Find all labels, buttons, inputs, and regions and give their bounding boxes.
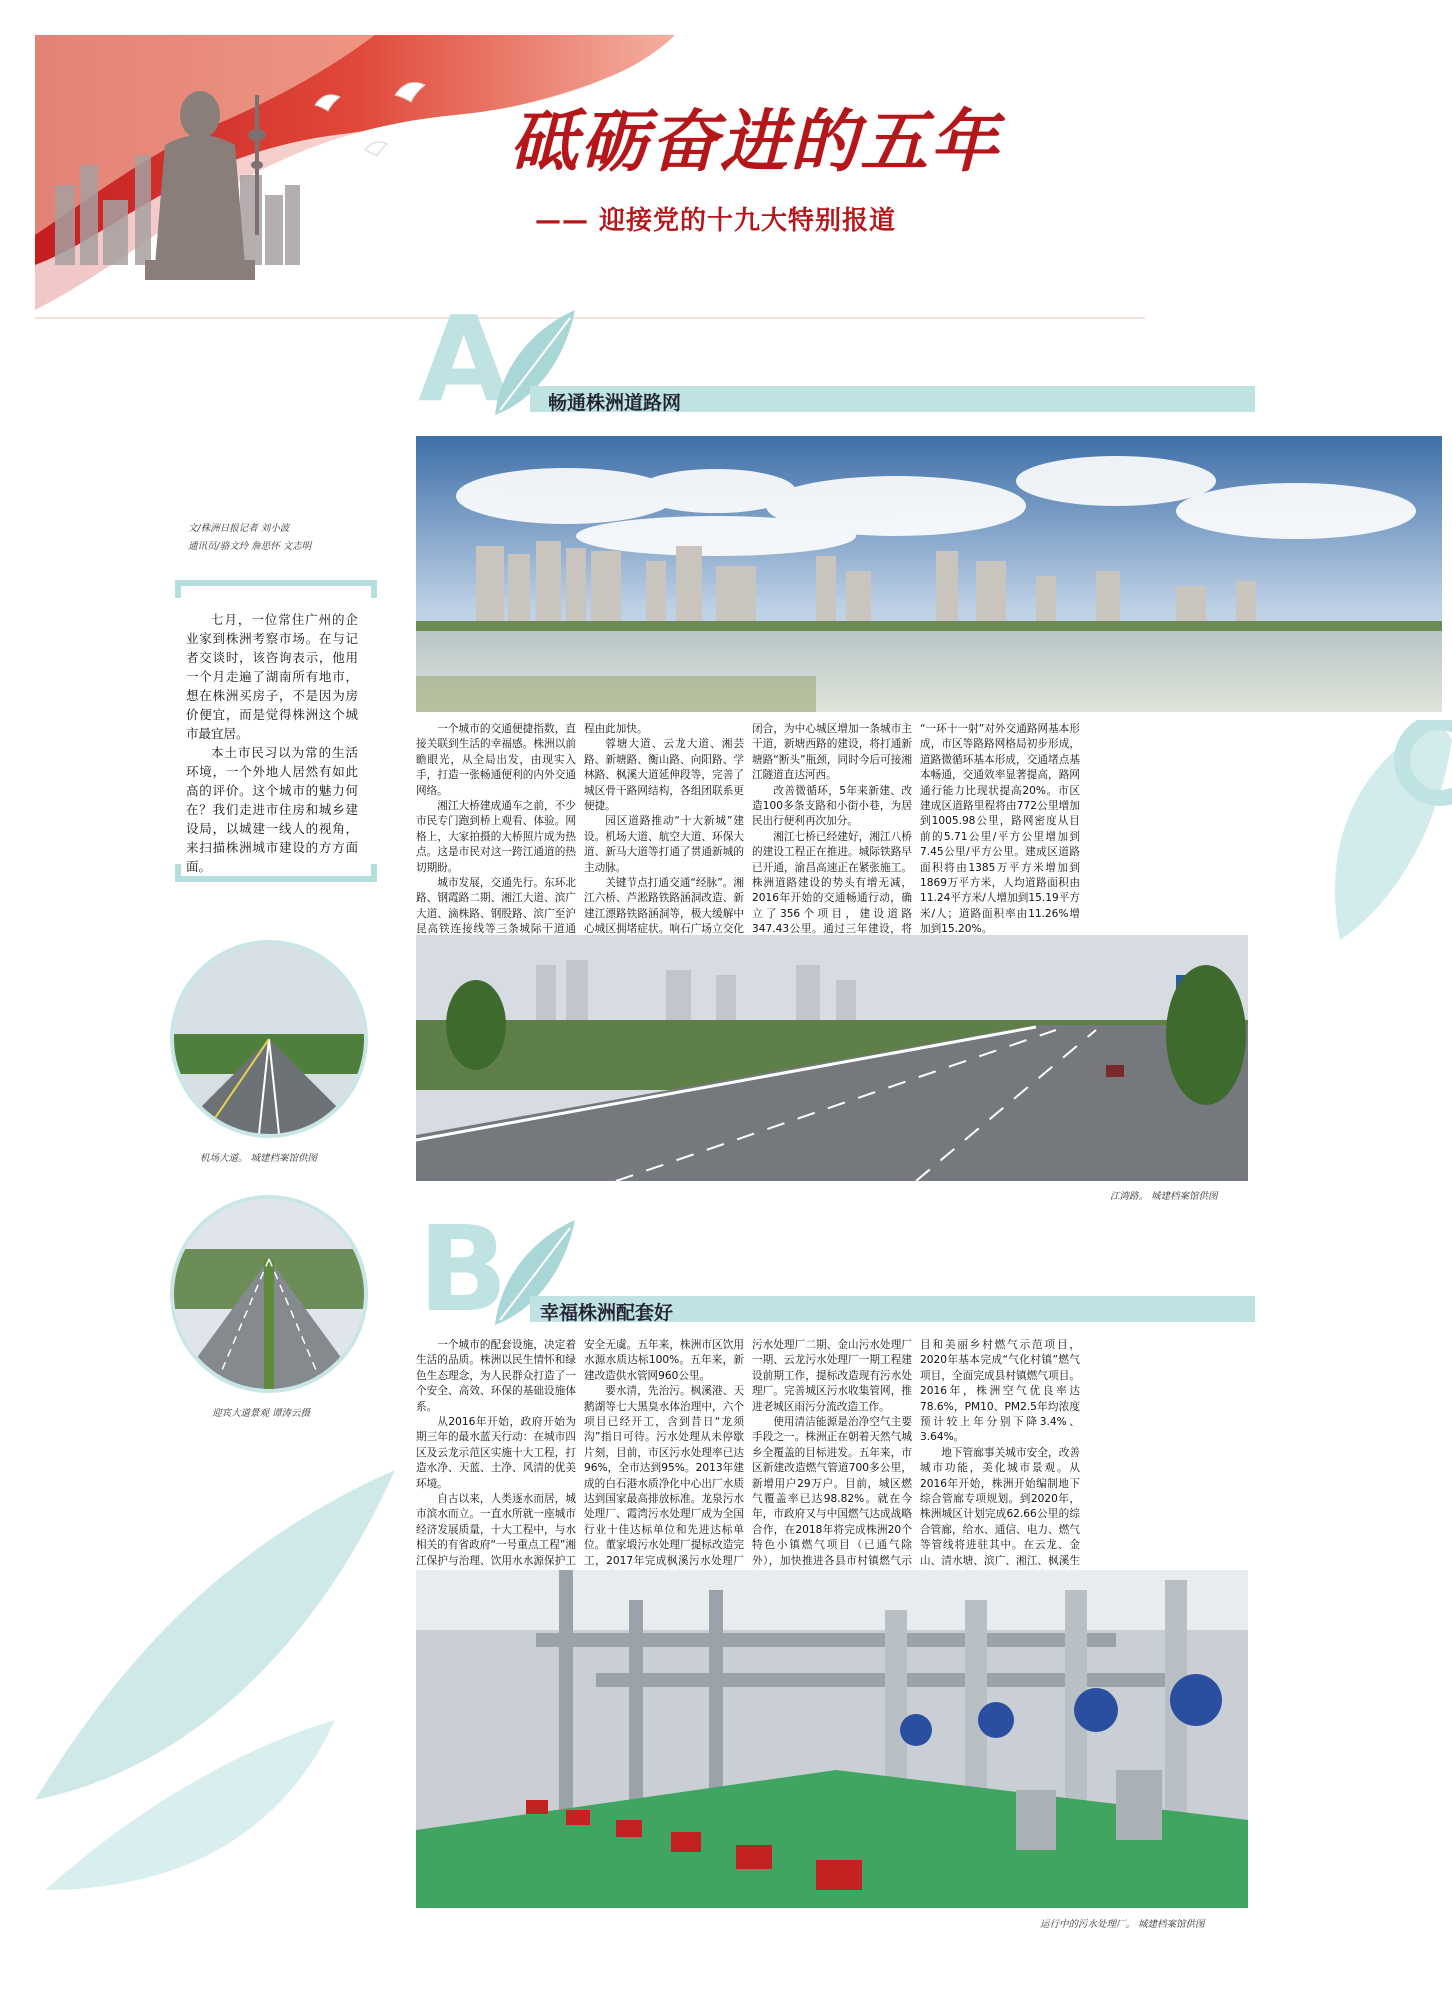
paragraph: 湘江大桥建成通车之前，不少市民专门跑到桥上观看、体验。网格上，大家拍摄的大桥照片成为热点。这是市民对这一跨江通道的热切期盼。 [416, 800, 576, 874]
paragraph: 目和美丽乡村燃气示范项目，2020年基本完成“气化村镇”燃气项目，全面完成县村镇燃气项目。2016年，株洲空气优良率达78.6%，PM10、PM2.5年均浓度预计较上年分别下降3.4%、3.64%。 [920, 1339, 1080, 1444]
paragraph: 园区道路推动“十大新城”建设。机场大道、航空大道、环保大道、新马大道等打通了贯通新城的主动脉。 [584, 815, 744, 874]
intro-box [186, 610, 358, 876]
section-a-column-4 [920, 722, 1080, 938]
jiangwan-road-photo [416, 935, 1248, 1181]
section-b-title: 幸福株洲配套好 [540, 1302, 674, 1324]
section-b-letter: B [418, 1200, 508, 1338]
paragraph: 一个城市的交通便捷指数，直接关联到生活的幸福感。株洲以前瞻眼光，从全局出发，由现实入手，打造一张畅通便利的内外交通网络。 [416, 723, 576, 797]
paragraph: 从2016年开始，政府开始为期三年的最水蓝天行动：在城市四区及云龙示范区实施十大工程，打造水净、天蓝、土净、风清的优美环境。 [416, 1416, 576, 1490]
airport-avenue-photo [170, 940, 368, 1138]
intro-paragraph-2: 本土市民习以为常的生活环境，一个外地人居然有如此高的评价。这个城市的魅力何在？我们走进市住房和城乡建设局，以城建一线人的视角，来扫描株洲城市建设的方方面面。 [186, 745, 358, 874]
section-a-column-1 [416, 722, 576, 969]
caption-sewage-plant: 运行中的污水处理厂。 城建档案馆供图 [1040, 1919, 1205, 1930]
paragraph: 关键节点打通交通“经脉”。湘江六桥、芦淞路铁路涵洞改造、新建江漂路铁路涵洞等，极大缓解中心城区拥堵症状。响石广场立交化 [584, 877, 744, 936]
section-b-column-2 [584, 1338, 744, 1585]
section-b-column-3 [752, 1338, 912, 1585]
section-a-column-2 [584, 722, 744, 969]
byline [188, 520, 311, 556]
section-a-letter: A [418, 290, 510, 428]
paragraph: 自古以来，人类逐水而居，城市滨水而立。一直水所就一座城市经济发展质量，十大工程中，与水相关的有省政府“一号重点工程”湘江保护与治理、饮用水水源保护工 [416, 1493, 576, 1567]
leaf-decoration-right [1300, 720, 1452, 950]
city-river-photo [416, 436, 1442, 712]
intro-bracket-top [175, 580, 377, 598]
intro-paragraph-1: 七月，一位常住广州的企业家到株洲考察市场。在与记者交谈时，该咨询表示，他用一个月走遍了湖南所有地市，想在株洲买房子，不是因为房价便宜，而是觉得株洲这个城市最宜居。 [186, 612, 358, 741]
paragraph: 安全无虞。五年来，株洲市区饮用水源水质达标100%。五年来，新建改造供水管网960公里。 [584, 1339, 744, 1382]
paragraph: 一个城市的配套设施，决定着生活的品质。株洲以民生情怀和绿色生态理念，为人民群众打造了一个安全、高效、环保的基础设施体系。 [416, 1339, 576, 1413]
caption-airport-avenue: 机场大道。 城建档案馆供图 [200, 1153, 318, 1164]
paragraph: 程由此加快。 [584, 723, 648, 735]
paragraph: 地下管廊事关城市安全，改善城市功能，美化城市景观。从2016年开始，株洲开始编制地下综合管廊专项规划。到2020年，株洲城区计划完成62.66公里的综合管廊，给水、通信、电力、燃气等管线将进驻其中。在云龙、金山、清水塘、滨广、湘江、枫溪生 [920, 1446, 1080, 1567]
paragraph: 改善微循环，5年来新建、改造100多条支路和小街小巷，为居民出行便利再次加分。 [752, 784, 912, 828]
page-title: 砥砺奋进的五年 [510, 102, 1001, 182]
section-a-column-3 [752, 722, 912, 953]
sewage-plant-photo [416, 1570, 1248, 1908]
yingbin-avenue-photo [170, 1195, 368, 1393]
caption-jiangwan-road: 江湾路。 城建档案馆供图 [1110, 1191, 1218, 1202]
section-a-title: 畅通株洲道路网 [548, 392, 682, 414]
page-subtitle: —— 迎接党的十九大特别报道 [535, 206, 897, 236]
paragraph: 城市发展，交通先行。东环北路、钢霞路二期、湘江大道、滨广大道、滴株路、钢股路、滨广至沪昆高铁连接线等三条城际干道通 [416, 877, 576, 936]
paragraph: 要水清，先治污。枫溪港、天鹅湖等七大黑臭水体治理中，六个项目已经开工，含到昔日“龙须沟”指日可待。污水处理从未停歇片刻，目前，市区污水处理率已达96%，全市达到95%。2013年建成的白石港水质净化中心出厂水质达到国家最高排放标准。龙泉污水处理厂、霞湾污水处理厂成为全国行业十佳达标单位和先进达标单位。董家塅污水处理厂提标改造完工，2017年完成枫溪污水处理厂 [584, 1385, 744, 1567]
paragraph: 湘江七桥已经建好，湘江八桥的建设工程正在推进。城际铁路早已开通，渝昌高速正在紧张施工。株洲道路建设的势头有增无减，2016年开始的交通畅通行动，确立了356个项目，建设道路347.43公里。通过三年建设，将 [752, 830, 912, 936]
byline-correspondents: 通讯员/骆文玲 詹思怀 文志明 [188, 541, 312, 552]
paragraph: 污水处理厂二期、金山污水处理厂一期、云龙污水处理厂一期工程建设前期工作，提标改造现有污水处理厂。完善城区污水收集管网，推进老城区雨污分流改造工作。 [752, 1339, 912, 1413]
paragraph: 闭合，为中心城区增加一条城市主干道，新塘西路的建设，将打通新塘路“断头”瓶颈，同时今后可接湘江隧道直达河西。 [752, 723, 912, 782]
paragraph: 蓉塘大道、云龙大道、湘芸路、新塘路、衡山路、向阳路、学林路、枫溪大道延伸段等，完善了城区骨干路网结构，各组团联系更便捷。 [584, 738, 744, 813]
paragraph: 使用清洁能源是治净空气主要手段之一。株洲正在朝着天然气城乡全覆盖的目标进发。五年来，市区新建改造燃气管道700多公里，新增用户29万户。目前，城区燃气覆盖率已达98.82%。就在今年，市政府又与中国燃气达成战略合作，在2018年将完成株洲20个特色小镇燃气项目（已通气除外），加快推进各县市村镇燃气示 [752, 1416, 912, 1567]
leaf-decoration-left [35, 1470, 415, 1890]
byline-reporter: 文/株洲日报记者 刘小波 [188, 523, 290, 534]
section-b-column-1 [416, 1338, 576, 1600]
paragraph: “一环十一射”对外交通路网基本形成，市区等路路网格局初步形成，道路微循环基本形成，交通堵点基本畅通，交通效率显著提高，路网通行能力比现状提高20%。市区建成区道路里程将由772公里增加到1005.98公里，路网密度从目前的5.71公里/平方公里增加到7.45公里/平方公里。建成区道路面积将由1385万平方米增加到1869万平方米，人均道路面积由11.24平方米/人增加到15.19平方米/人；道路面积率由11.26%增加到15.20%。 [920, 723, 1080, 936]
caption-yingbin-avenue: 迎宾大道景观 谭涛云摄 [212, 1408, 311, 1419]
